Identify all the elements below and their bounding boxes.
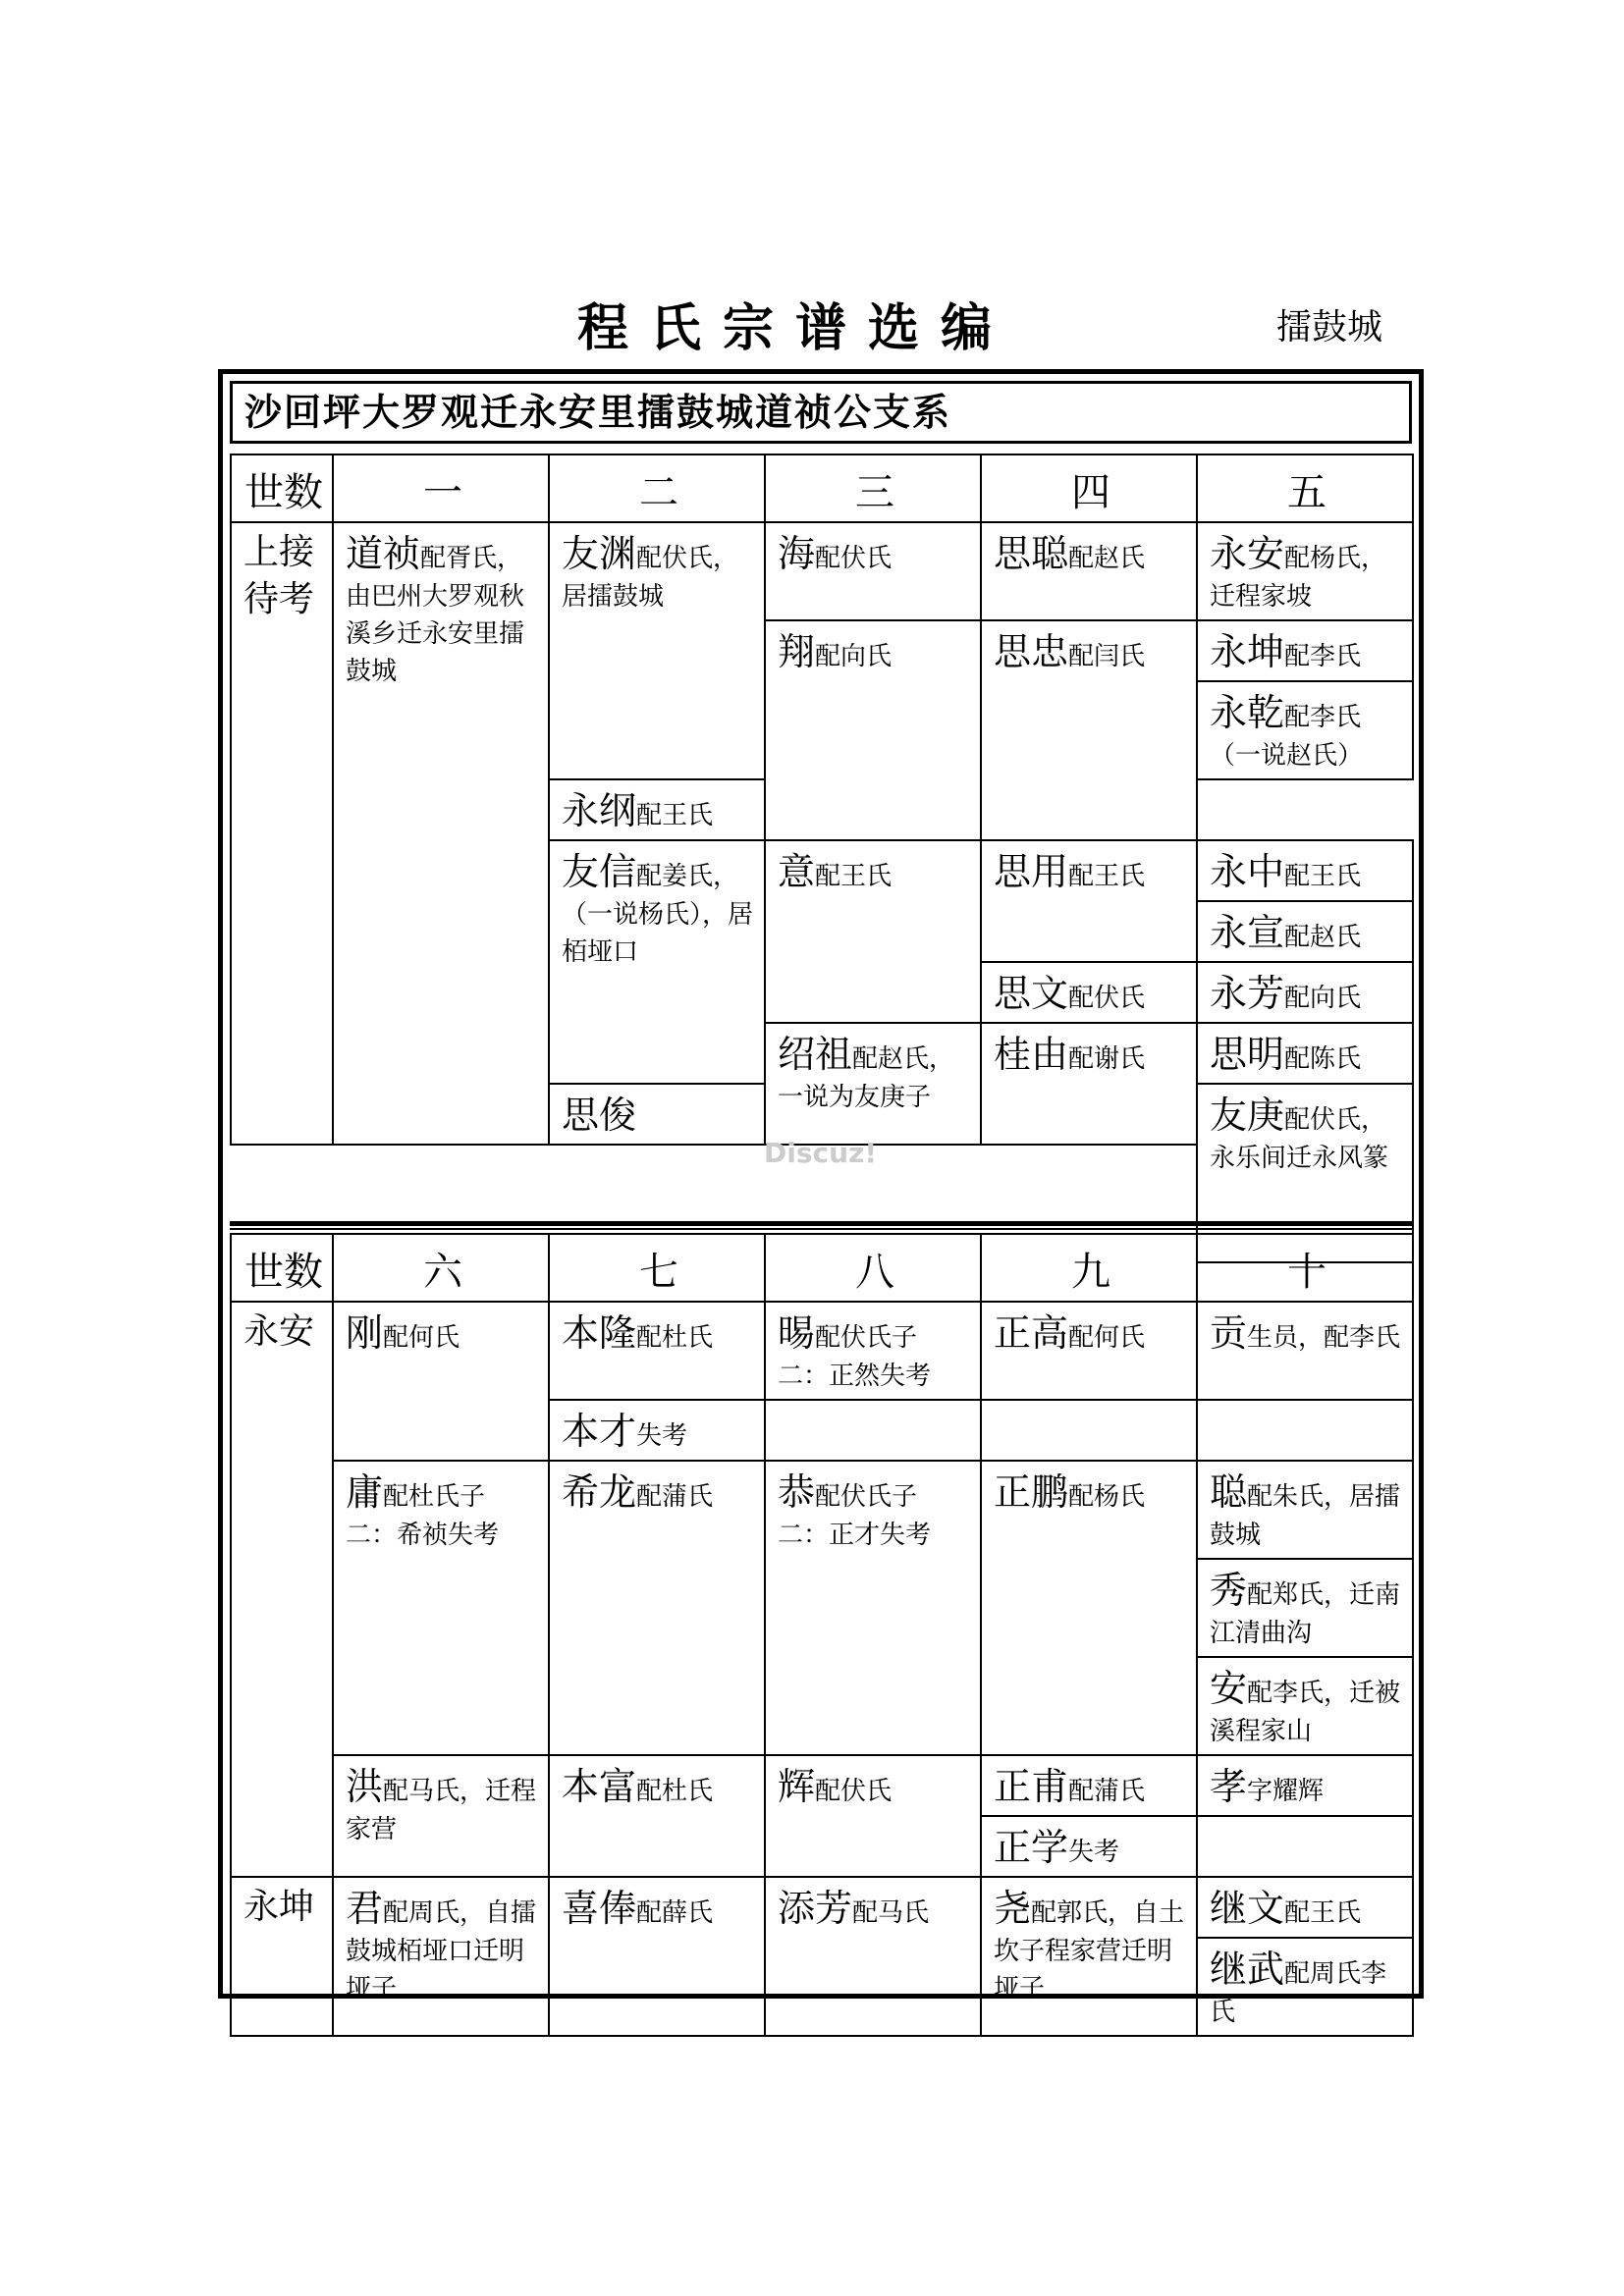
generation-table-2 <box>230 1233 1414 2037</box>
person-cell <box>1197 620 1413 681</box>
person-cell <box>1197 1877 1413 1938</box>
gen-5: 五 <box>1197 454 1413 522</box>
person-name: 洪 <box>346 1765 384 1808</box>
person-cell <box>333 1877 549 2036</box>
person-name: 正甫 <box>994 1765 1069 1808</box>
person-cell <box>981 1023 1197 1145</box>
person-detail: 配赵氏 <box>1284 923 1362 952</box>
person-cell <box>549 1400 765 1461</box>
gen-label: 世数 <box>231 454 333 522</box>
person-cell <box>981 1302 1197 1400</box>
person-detail: 配蒲氏 <box>636 1482 714 1512</box>
person-name: 绍祖 <box>778 1033 853 1076</box>
person-detail: 配赵氏 <box>1068 544 1146 573</box>
gen-3: 三 <box>765 454 981 522</box>
person-name: 思明 <box>1210 1033 1285 1076</box>
section-divider <box>230 1228 1412 1230</box>
empty-cell <box>765 1400 981 1461</box>
place-label: 擂鼓城 <box>1276 307 1383 347</box>
person-name: 永芳 <box>1210 972 1285 1015</box>
person-detail: 配王氏 <box>1284 862 1362 891</box>
person-cell <box>1197 962 1413 1023</box>
person-cell <box>333 522 549 1145</box>
section-divider <box>230 1221 1412 1226</box>
person-name: 安 <box>1210 1667 1248 1710</box>
person-name: 思聪 <box>994 532 1069 575</box>
person-detail: 配闫氏 <box>1068 642 1146 671</box>
person-name: 友渊 <box>562 532 637 575</box>
person-name: 贡 <box>1210 1311 1248 1355</box>
person-name: 意 <box>778 850 816 893</box>
person-name: 正学 <box>994 1826 1069 1869</box>
person-cell <box>333 1461 549 1755</box>
person-cell <box>981 522 1197 620</box>
person-name: 继武 <box>1210 1948 1285 1991</box>
person-name: 友信 <box>562 850 637 893</box>
person-cell <box>1197 1559 1413 1657</box>
person-name: 思文 <box>994 972 1069 1015</box>
person-cell <box>765 840 981 1023</box>
person-cell <box>1197 840 1413 901</box>
person-detail: 配周氏，自擂鼓城栢垭口迁明垭子 <box>346 1898 537 2003</box>
person-cell <box>981 1877 1197 2036</box>
gen-4: 四 <box>981 454 1197 522</box>
empty-cell <box>981 1400 1197 1461</box>
person-cell <box>1197 1302 1413 1400</box>
person-name: 永乾 <box>1210 691 1285 734</box>
empty-cell <box>1197 1816 1413 1877</box>
person-detail: 配赵氏，一说为友庚子 <box>778 1044 955 1112</box>
person-cell <box>765 1755 981 1877</box>
person-name: 本富 <box>562 1765 637 1808</box>
person-detail: 配伏氏 <box>815 1777 893 1806</box>
person-cell <box>765 1877 981 2036</box>
branch-label: 上接待考 <box>231 522 333 1145</box>
person-cell <box>549 522 765 779</box>
person-name: 友庚 <box>1210 1094 1285 1137</box>
person-name: 聪 <box>1210 1470 1248 1514</box>
person-detail: 配王氏 <box>1284 1898 1362 1928</box>
person-cell <box>333 1302 549 1461</box>
gen-1: 一 <box>333 454 549 522</box>
person-detail: 配李氏 <box>1284 642 1362 671</box>
person-name: 尧 <box>994 1887 1032 1930</box>
person-detail: 配王氏 <box>815 862 893 891</box>
person-detail: 配伏氏 <box>815 544 893 573</box>
person-detail: 二：正然失考 <box>778 1362 932 1391</box>
person-detail: 二：正才失考 <box>778 1521 932 1550</box>
branch-label: 永安 <box>231 1302 333 1877</box>
empty-cell <box>1197 1400 1413 1461</box>
person-name: 君 <box>346 1887 384 1930</box>
person-detail: 配李氏，迁被溪程家山 <box>1210 1679 1401 1746</box>
page-title: 程氏宗谱选编 <box>576 298 1013 358</box>
person-name: 庸 <box>346 1470 384 1514</box>
branch-label: 永坤 <box>231 1877 333 2036</box>
person-detail: 配杨氏，迁程家坡 <box>1210 544 1387 612</box>
person-name: 晹 <box>778 1311 816 1355</box>
person-name: 永坤 <box>1210 630 1285 673</box>
person-cell <box>765 1461 981 1755</box>
person-name: 永宣 <box>1210 911 1285 954</box>
person-name: 喜俸 <box>562 1887 637 1930</box>
person-detail: 失考 <box>1068 1838 1120 1867</box>
person-name: 思忠 <box>994 630 1069 673</box>
person-cell <box>1197 1461 1413 1559</box>
person-cell <box>981 962 1197 1023</box>
person-name: 恭 <box>778 1470 816 1514</box>
person-cell <box>549 1755 765 1877</box>
gen-8: 八 <box>765 1234 981 1302</box>
person-cell <box>549 1084 765 1145</box>
person-detail: 配向氏 <box>815 642 893 671</box>
person-cell <box>549 1302 765 1400</box>
person-cell <box>981 620 1197 840</box>
person-name: 正鹏 <box>994 1470 1069 1514</box>
person-cell <box>765 522 981 620</box>
person-detail: 配朱氏，居擂鼓城 <box>1210 1482 1401 1550</box>
person-name: 永纲 <box>562 789 637 832</box>
person-cell <box>1197 522 1413 620</box>
person-cell <box>765 620 981 840</box>
person-name: 继文 <box>1210 1887 1285 1930</box>
person-detail: 配李氏（一说赵氏） <box>1210 703 1364 771</box>
person-detail: 生员，配李氏 <box>1247 1323 1401 1353</box>
person-cell <box>549 779 765 840</box>
person-detail: 配胥氏，由巴州大罗观秋溪乡迁永安里擂鼓城 <box>346 544 525 686</box>
person-cell <box>1197 1023 1413 1084</box>
person-detail: 配何氏 <box>383 1323 460 1353</box>
person-cell <box>1197 1755 1413 1816</box>
person-cell <box>981 840 1197 962</box>
gen-6: 六 <box>333 1234 549 1302</box>
person-detail: 配马氏 <box>852 1898 930 1928</box>
person-detail: 配薛氏 <box>636 1898 714 1928</box>
person-cell <box>549 1877 765 2036</box>
person-detail: 配王氏 <box>1068 862 1146 891</box>
person-detail: 配杜氏 <box>636 1323 714 1353</box>
gen-7: 七 <box>549 1234 765 1302</box>
person-name: 本隆 <box>562 1311 637 1355</box>
person-name: 海 <box>778 532 816 575</box>
person-name: 本才 <box>562 1410 637 1453</box>
person-name: 希龙 <box>562 1470 637 1514</box>
person-detail: 配郑氏，迁南江清曲沟 <box>1210 1580 1401 1648</box>
person-detail: 配伏氏，居擂鼓城 <box>562 544 739 612</box>
person-detail: 配谢氏 <box>1068 1044 1146 1074</box>
person-detail: 配王氏 <box>636 801 714 830</box>
person-name: 思俊 <box>562 1094 637 1137</box>
person-name: 永中 <box>1210 850 1285 893</box>
person-name: 刚 <box>346 1311 384 1355</box>
watermark: Discuz! <box>764 1137 878 1169</box>
person-detail: 配周氏李氏 <box>1210 1959 1387 2027</box>
person-detail: 配何氏 <box>1068 1323 1146 1353</box>
person-detail: 配向氏 <box>1284 984 1362 1013</box>
person-detail: 配陈氏 <box>1284 1044 1362 1074</box>
person-cell <box>1197 681 1413 779</box>
person-cell <box>549 840 765 1084</box>
person-detail: 失考 <box>636 1421 688 1451</box>
person-name: 道祯 <box>346 532 421 575</box>
person-detail: 配伏氏子 <box>815 1323 918 1353</box>
person-cell <box>549 1461 765 1755</box>
person-name: 孝 <box>1210 1765 1248 1808</box>
person-name: 添芳 <box>778 1887 853 1930</box>
lineage-header: 沙回坪大罗观迁永安里擂鼓城道祯公支系 <box>230 381 1412 444</box>
person-detail: 配姜氏，（一说杨氏），居栢垭口 <box>562 862 754 967</box>
gen-10: 十 <box>1197 1234 1413 1302</box>
person-name: 辉 <box>778 1765 816 1808</box>
person-detail: 字耀辉 <box>1247 1777 1325 1806</box>
person-detail: 配伏氏子 <box>815 1482 918 1512</box>
gen-2: 二 <box>549 454 765 522</box>
person-detail: 二：希祯失考 <box>346 1521 500 1550</box>
person-detail: 配伏氏，永乐间迁永风篆 <box>1210 1105 1389 1173</box>
person-cell <box>1197 901 1413 962</box>
person-cell <box>981 1755 1197 1816</box>
person-name: 思用 <box>994 850 1069 893</box>
person-detail: 配马氏，迁程家营 <box>346 1777 537 1844</box>
person-detail: 配杜氏 <box>636 1777 714 1806</box>
person-name: 正高 <box>994 1311 1069 1355</box>
person-cell <box>333 1755 549 1877</box>
person-name: 永安 <box>1210 532 1285 575</box>
person-name: 秀 <box>1210 1569 1248 1612</box>
person-cell <box>1197 1657 1413 1755</box>
person-cell <box>765 1023 981 1145</box>
person-cell <box>981 1816 1197 1877</box>
person-cell <box>1197 1938 1413 2036</box>
person-detail: 配伏氏 <box>1068 984 1146 1013</box>
person-cell <box>981 1461 1197 1755</box>
person-detail: 配郭氏，自土坎子程家营迁明垭子 <box>994 1898 1185 2003</box>
person-detail: 配杜氏子 <box>383 1482 486 1512</box>
person-detail: 配蒲氏 <box>1068 1777 1146 1806</box>
person-name: 桂由 <box>994 1033 1069 1076</box>
person-cell <box>765 1302 981 1400</box>
gen-9: 九 <box>981 1234 1197 1302</box>
person-detail: 配杨氏 <box>1068 1482 1146 1512</box>
person-name: 翔 <box>778 630 816 673</box>
gen-label: 世数 <box>231 1234 333 1302</box>
